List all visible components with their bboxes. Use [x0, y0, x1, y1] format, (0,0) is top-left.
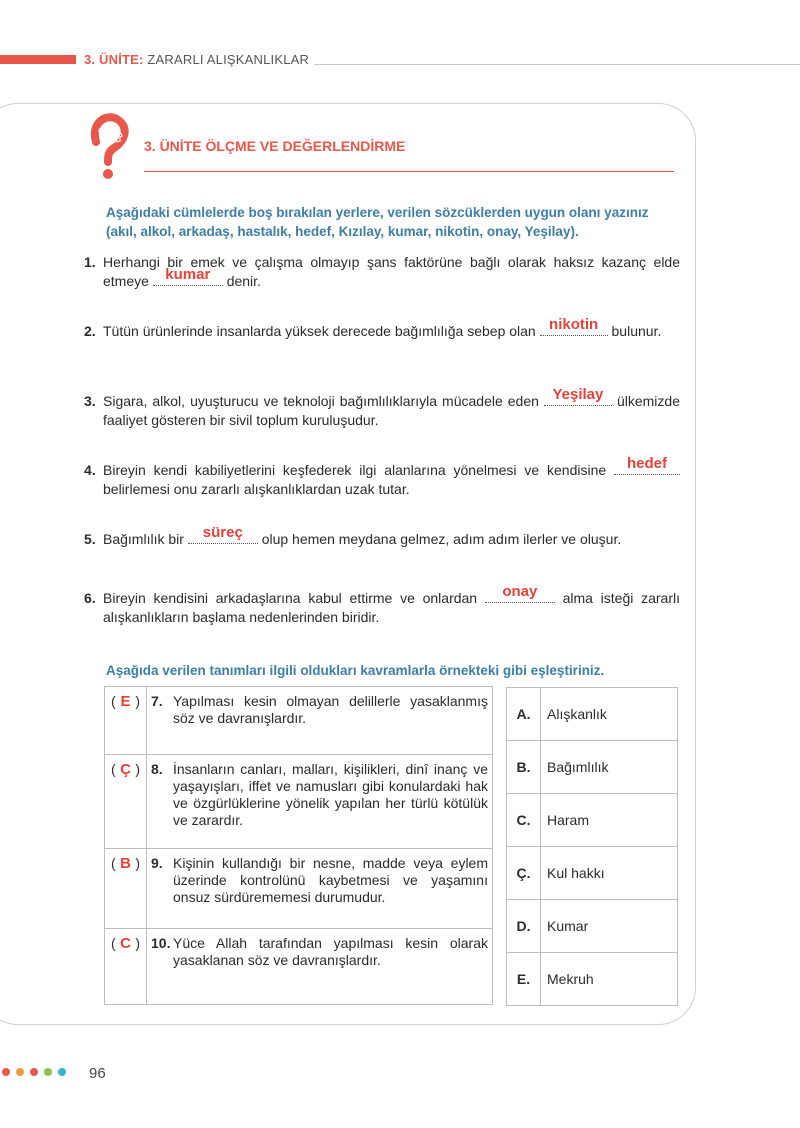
question-number: 4.	[84, 462, 96, 478]
footer-dots	[2, 1068, 66, 1076]
question-text-before: Bireyin kendi kabiliyetlerini keşfederek ilgi alanlarına yönelmesi ve kendisine	[103, 462, 614, 478]
answer-blank[interactable]	[153, 266, 223, 286]
footer-dot	[30, 1068, 38, 1076]
question-number: 3.	[84, 393, 96, 409]
concept-key: B.	[507, 741, 541, 794]
concept-row	[507, 953, 678, 1006]
question-6	[84, 583, 681, 627]
definition-number: 9.	[151, 855, 163, 871]
question-text-before: Tütün ürünlerinde insanlarda yüksek derecede bağımlılığa sebep olan	[103, 323, 540, 339]
definition-cell	[147, 687, 493, 755]
answer-text: onay	[502, 583, 538, 600]
definition-text: Kişinin kullandığı bir nesne, madde veya eylem üzerinde kontrolünü kaybetmesi ve yaşamını onsuz sürdürememesi durumudur.	[173, 855, 488, 905]
header-unit: 3. ÜNİTE:	[84, 52, 144, 67]
definition-row	[105, 755, 493, 849]
section-title: 3. ÜNİTE ÖLÇME VE DEĞERLENDİRME	[144, 138, 406, 154]
definition-row	[105, 849, 493, 929]
matched-letter: B	[120, 855, 131, 872]
part1-instruction-line2: (akıl, alkol, arkadaş, hastalık, hedef, Kızılay, kumar, nikotin, onay, Yeşilay).	[106, 224, 579, 239]
concept-value: Kul hakkı	[541, 847, 678, 900]
concept-key: D.	[507, 900, 541, 953]
definition-cell	[147, 849, 493, 929]
concept-row	[507, 741, 678, 794]
footer-dot	[16, 1068, 24, 1076]
question-text-after: ülkemizde faaliyet gösteren bir sivil toplum kuruluşudur.	[103, 393, 680, 428]
question-1	[84, 253, 680, 291]
footer-dot	[2, 1068, 10, 1076]
definition-number: 7.	[151, 693, 163, 709]
svg-text:b: b	[102, 133, 106, 140]
footer-dot	[58, 1068, 66, 1076]
answer-blank[interactable]	[188, 524, 258, 544]
question-number: 2.	[84, 323, 96, 339]
answer-slot[interactable]: ( E )	[105, 687, 147, 755]
question-2	[84, 316, 680, 341]
matched-letter: Ç	[120, 761, 131, 778]
answer-slot[interactable]: ( C )	[105, 929, 147, 1005]
definition-text: İnsanların canları, malları, kişilikleri, dinî inanç ve yaşayışları, iffet ve namusları gibi konulardaki hak ve özgürlüklerine yönelik yapılan her türlü kötülük ve zarardır.	[173, 761, 488, 828]
question-text-after: bulunur.	[607, 323, 662, 339]
concept-key: Ç.	[507, 847, 541, 900]
concept-value: Kumar	[541, 900, 678, 953]
page-number: 96	[89, 1065, 106, 1082]
concept-row	[507, 900, 678, 953]
question-3	[84, 386, 680, 430]
header-rule	[314, 64, 800, 65]
question-text-after: olup hemen meydana gelmez, adım adım ilerler ve oluşur.	[257, 531, 622, 547]
concept-value: Haram	[541, 794, 678, 847]
definition-number: 8.	[151, 761, 163, 777]
footer-dot	[44, 1068, 52, 1076]
question-text-after: belirlemesi onu zararlı alışkanlıklardan uzak tutar.	[103, 481, 410, 497]
concept-row	[507, 847, 678, 900]
svg-text:a: a	[98, 127, 102, 134]
concept-row	[507, 794, 678, 847]
concept-key: C.	[507, 794, 541, 847]
part1-instruction	[106, 203, 648, 241]
answer-slot[interactable]: ( Ç )	[105, 755, 147, 849]
part2-instruction: Aşağıda verilen tanımları ilgili oldukları kavramlarla örnekteki gibi eşleştiriniz.	[106, 663, 605, 678]
answer-text: Yeşilay	[552, 386, 604, 403]
answer-blank[interactable]	[614, 455, 680, 475]
answer-text: nikotin	[549, 316, 599, 333]
definitions-table	[104, 686, 493, 1005]
question-number: 5.	[84, 531, 96, 547]
definition-row	[105, 687, 493, 755]
answer-text: kumar	[165, 266, 211, 283]
concept-value: Alışkanlık	[541, 688, 678, 741]
question-text-before: Herhangi bir emek ve çalışma olmayıp şans faktörüne bağlı olarak haksız kazanç elde etmeye	[103, 254, 680, 289]
question-number: 6.	[84, 590, 96, 606]
question-text-after: alma isteği zararlı alışkanlıkların başlama nedenlerinden biridir.	[103, 590, 681, 625]
definition-row	[105, 929, 493, 1005]
question-number: 1.	[84, 254, 96, 270]
concept-value: Bağımlılık	[541, 741, 678, 794]
answer-text: süreç	[202, 524, 243, 541]
header-accent-bar	[0, 55, 76, 64]
part1-instruction-line1: Aşağıdaki cümlelerde boş bırakılan yerlere, verilen sözcüklerden uygun olanı yazınız	[106, 205, 649, 220]
section-rule	[144, 171, 674, 172]
question-text-before: Bireyin kendisini arkadaşlarına kabul ettirme ve onlardan	[103, 590, 485, 606]
definition-number: 10.	[151, 935, 171, 951]
matched-letter: E	[120, 693, 131, 710]
concept-value: Mekruh	[541, 953, 678, 1006]
question-head-icon	[86, 112, 132, 182]
svg-text:c: c	[106, 138, 110, 145]
header-title	[84, 52, 309, 67]
question-5	[84, 524, 680, 549]
answer-slot[interactable]: ( B )	[105, 849, 147, 929]
question-text-before: Bağımlılık bir	[103, 531, 188, 547]
answer-text: hedef	[626, 455, 667, 472]
definition-cell	[147, 755, 493, 849]
definition-text: Yapılması kesin olmayan delillerle yasaklanmış söz ve davranışlardır.	[173, 693, 488, 726]
answer-blank[interactable]	[485, 583, 555, 603]
concept-key: E.	[507, 953, 541, 1006]
concept-row	[507, 688, 678, 741]
definition-cell	[147, 929, 493, 1005]
definition-text: Yüce Allah tarafından yapılması kesin olarak yasaklanan söz ve davranışlardır.	[173, 935, 488, 968]
header-unit-title: ZARARLI ALIŞKANLIKLAR	[147, 52, 310, 67]
answer-blank[interactable]	[540, 316, 608, 336]
matched-letter: C	[120, 935, 131, 952]
concepts-table	[506, 687, 678, 1006]
question-4	[84, 455, 680, 499]
concept-key: A.	[507, 688, 541, 741]
question-text-after: denir.	[222, 273, 261, 289]
question-text-before: Sigara, alkol, uyuşturucu ve teknoloji bağımlılıklarıyla mücadele eden	[103, 393, 544, 409]
answer-blank[interactable]	[544, 386, 612, 406]
